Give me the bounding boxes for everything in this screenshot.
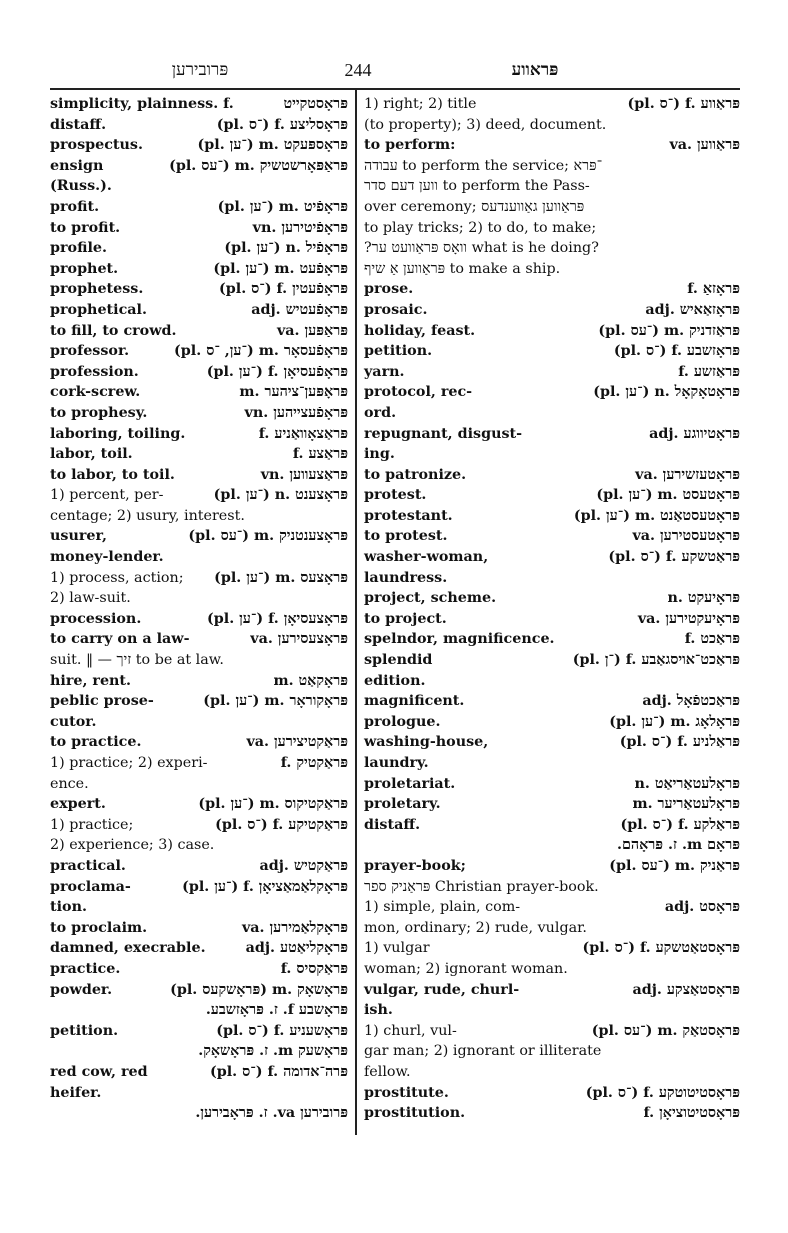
entry-english: laboring, toiling. — [50, 425, 186, 442]
header-rule — [50, 88, 740, 90]
entry-english: to practice. — [50, 734, 142, 751]
entry-headword: (pl. ־ען) m. פּראָקוראָר — [203, 693, 348, 710]
entry-headword: פּראָם m. ז. פּראָהם. — [616, 837, 740, 854]
entry-line — [364, 465, 740, 486]
entry-line — [50, 1021, 348, 1042]
entry-english: tion. — [50, 899, 87, 916]
entry-headword: (pl. ־ס) f. פּראָשעניע — [216, 1022, 348, 1039]
entry-line — [364, 176, 740, 197]
entry-line — [364, 609, 740, 630]
entry-line — [50, 506, 348, 527]
entry-line — [364, 650, 740, 671]
entry-line — [50, 712, 348, 733]
entry-headword: (pl. ־ס) f. פּראָזשבע — [613, 343, 740, 360]
running-head-left: פּרובירען — [171, 60, 229, 80]
entry-line — [50, 753, 348, 774]
entry-line — [50, 1062, 348, 1083]
entry-line — [364, 959, 740, 980]
entry-english: to fill, to crowd. — [50, 322, 177, 339]
entry-line — [50, 629, 348, 650]
entry-line — [50, 197, 348, 218]
entry-line — [50, 609, 348, 630]
entry-english: 1) practice; — [50, 816, 134, 833]
entry-line — [364, 547, 740, 568]
entry-line — [50, 238, 348, 259]
entry-line — [364, 938, 740, 959]
entry-line — [364, 485, 740, 506]
entry-english: prophetess. — [50, 281, 144, 298]
entry-english: laundry. — [364, 755, 429, 771]
entry-line — [50, 650, 348, 671]
entry-english: washer-woman, — [364, 549, 489, 566]
entry-english: heifer. — [50, 1084, 102, 1101]
entry-english: peblic prose- — [50, 693, 154, 710]
column-divider — [355, 90, 357, 1135]
entry-headword: m. פּראָפּען־ציהער — [239, 384, 348, 401]
entry-line — [364, 94, 740, 115]
entry-headword: va. פּראָטעזשירען — [635, 466, 740, 483]
entry-headword: va. פּראָקלאַמירען — [241, 919, 348, 936]
entry-english: proclama- — [50, 878, 131, 895]
entry-headword: (pl. ־ען) m. פּראָלאָג — [609, 713, 740, 730]
entry-headword: f. פּראַזשע — [678, 363, 740, 380]
entry-line — [364, 1062, 740, 1083]
entry-headword: פּרובירען va. ז. פּראָבירען. — [195, 1105, 348, 1122]
entry-english: to proclaim. — [50, 919, 148, 936]
entry-headword: פּראָסטקייט — [283, 96, 348, 112]
entry-english: ensign — [50, 157, 104, 174]
entry-line — [50, 568, 348, 589]
entry-english: 1) percent, per- — [50, 487, 164, 504]
entry-english: prayer-book; — [364, 857, 466, 874]
entry-line — [364, 918, 740, 939]
entry-line — [50, 774, 348, 795]
entry-line — [364, 300, 740, 321]
entry-english: edition. — [364, 672, 426, 689]
entry-line — [364, 815, 740, 836]
entry-line — [364, 732, 740, 753]
entry-headword: (pl. ־ען) m. פּראָספּעקט — [197, 137, 348, 154]
entry-english: cork-screw. — [50, 384, 141, 401]
entry-english: expert. — [50, 796, 106, 813]
entry-english: ence. — [50, 775, 89, 792]
entry-line — [364, 382, 740, 403]
entry-english: to labor, to toil. — [50, 466, 175, 483]
entry-headword: va. פּראַווען — [669, 137, 740, 154]
entry-line — [364, 712, 740, 733]
entry-line — [364, 629, 740, 650]
entry-headword: (pl. ־ען) m. פּראָטעסט — [596, 487, 740, 504]
entry-line — [50, 856, 348, 877]
entry-english: magnificent. — [364, 693, 465, 710]
entry-headword: n. פּראָלעטאַריאַט — [634, 775, 740, 792]
entry-headword: f. פּראָסטיטוציאָן — [643, 1105, 740, 1122]
entry-headword: m. פּראָלעטאַריער — [632, 796, 740, 813]
entry-english: ווען דעם סדר to perform the Pass- — [364, 178, 590, 195]
entry-line — [50, 465, 348, 486]
entry-line — [50, 135, 348, 156]
entry-line — [50, 485, 348, 506]
entry-line — [50, 1083, 348, 1104]
entry-line — [50, 732, 348, 753]
entry-line — [364, 444, 740, 465]
entry-english: (to property); 3) deed, document. — [364, 116, 607, 133]
entry-english: to patronize. — [364, 466, 467, 483]
entry-line — [50, 877, 348, 898]
entry-line — [364, 774, 740, 795]
entry-line — [364, 835, 740, 856]
entry-headword: (pl. ־ען) n. פּראָצענט — [213, 487, 348, 504]
entry-english: distaff. — [50, 116, 107, 133]
entry-line — [50, 259, 348, 280]
entry-line — [364, 691, 740, 712]
entry-english: yarn. — [364, 363, 405, 380]
entry-line — [364, 259, 740, 280]
entry-english: usurer, — [50, 528, 107, 545]
entry-english: profit. — [50, 198, 100, 215]
entry-headword: f. פּראָזאַ — [687, 281, 740, 298]
entry-headword: (pl. ־עס) m. פּראַזדניק — [598, 322, 740, 339]
entry-english: centage; 2) usury, interest. — [50, 507, 245, 524]
entry-english: spelndor, magnificence. — [364, 631, 555, 648]
entry-english: ish. — [364, 1002, 393, 1019]
entry-line — [364, 321, 740, 342]
entry-headword: f. פּראַכט — [684, 631, 740, 648]
entry-headword: (pl. ־ען) m. פּראָצעס — [214, 569, 348, 586]
entry-headword: (pl. ־ען, ־ס) m. פּראָפֿעסאָר — [174, 343, 348, 360]
entry-line — [364, 1103, 740, 1124]
entry-line — [364, 1000, 740, 1021]
entry-headword: (pl. ־ס) f. פּראַקטיקע — [215, 816, 348, 833]
entry-line — [50, 980, 348, 1001]
entry-headword: (pl. ־ס) f. פּראַלניע — [619, 734, 740, 751]
entry-headword: f. פּראַקסיס — [280, 960, 348, 977]
entry-headword: (pl. ־ס) f. פּראַלקע — [620, 816, 740, 833]
entry-headword: (pl. ־ען) m. פּראָפֿיט — [217, 198, 348, 215]
entry-english: fellow. — [364, 1063, 411, 1080]
entry-line — [364, 156, 740, 177]
running-head-right: פּראווע — [511, 60, 559, 80]
entry-line — [50, 176, 348, 197]
entry-english: 1) practice; 2) experi- — [50, 755, 208, 771]
entry-headword: (pl. ־עס) m. פּראָסטאַק — [591, 1022, 740, 1039]
entry-line — [50, 424, 348, 445]
entry-headword: (pl. ־עס) m. פּראָצענטניק — [188, 528, 348, 545]
entry-line — [50, 444, 348, 465]
page-number: 244 — [344, 60, 372, 80]
entry-english: ing. — [364, 446, 395, 463]
entry-headword: (pl. ־ען) f. פּראָקלאַמאַציאָן — [182, 878, 348, 895]
entry-line — [364, 238, 740, 259]
entry-line — [364, 424, 740, 445]
entry-english: (Russ.). — [50, 178, 112, 195]
entry-headword: (pl. ־ס) f. פּראָסטאַטשקע — [582, 940, 740, 957]
entry-english: prostitution. — [364, 1105, 466, 1122]
entry-english: 2) law-suit. — [50, 590, 131, 607]
entry-headword: (pl. ־ן) f. פּראַכט־אויסגאַבע — [572, 652, 740, 669]
entry-line — [50, 115, 348, 136]
entry-english: profile. — [50, 240, 107, 257]
entry-english: repugnant, disgust- — [364, 425, 523, 442]
entry-line — [364, 341, 740, 362]
entry-line — [364, 980, 740, 1001]
entry-line — [364, 197, 740, 218]
entry-english: washing-house, — [364, 734, 489, 751]
entry-english: project, scheme. — [364, 590, 497, 607]
entry-headword: va. פּראָטעסטירען — [632, 528, 740, 545]
entry-line — [364, 568, 740, 589]
entry-english: to play tricks; 2) to do, to make; — [364, 219, 597, 236]
entry-line — [364, 362, 740, 383]
entry-headword: adj. פּראָטיווגע — [649, 425, 740, 442]
entry-english: ?וואָס פּראַוועט ער what is he doing? — [364, 240, 599, 257]
entry-line — [50, 835, 348, 856]
entry-english: to perform: — [364, 137, 456, 154]
entry-english: פּראַניק ספר Christian prayer-book. — [364, 878, 599, 895]
entry-english: 1) vulgar — [364, 940, 430, 957]
entry-headword: (pl. ־עס) m. פּראַפּאָרשטשיק — [169, 157, 348, 174]
entry-english: holiday, feast. — [364, 322, 476, 339]
entry-headword: (pl. ־ס) f. פּראָסטיטוטקע — [585, 1084, 740, 1101]
entry-headword: adj. פּראָסטאַצקע — [632, 981, 740, 998]
entry-line — [50, 897, 348, 918]
entry-line — [50, 794, 348, 815]
entry-headword: vn. פּראָפֿעצייהען — [244, 404, 348, 421]
entry-english: petition. — [50, 1022, 119, 1039]
entry-english: protest. — [364, 487, 427, 504]
entry-headword: (pl. ־ס) f. פּראָפֿעטין — [219, 281, 348, 298]
entry-line — [364, 877, 740, 898]
entry-english: protestant. — [364, 507, 453, 524]
entry-english: prologue. — [364, 713, 441, 730]
entry-line — [50, 1041, 348, 1062]
entry-english: damned, execrable. — [50, 940, 206, 957]
entry-line — [364, 897, 740, 918]
entry-english: practical. — [50, 857, 126, 874]
entry-english: suit. ‖ — זיך to be at law. — [50, 652, 224, 669]
entry-english: splendid — [364, 652, 433, 669]
entry-headword: adj. פּראָקליאַטע — [245, 940, 348, 957]
entry-english: distaff. — [364, 816, 421, 833]
entry-english: practice. — [50, 960, 121, 977]
entry-headword: (pl. ־ען) n. פּראָפֿיל — [224, 240, 348, 257]
entry-english: vulgar, rude, churl- — [364, 981, 520, 998]
entry-english: money-lender. — [50, 549, 164, 566]
entry-headword: va. פּראָצעסירען — [250, 631, 348, 648]
entry-english: prosaic. — [364, 301, 428, 318]
entry-line — [50, 403, 348, 424]
entry-line — [50, 938, 348, 959]
entry-line — [50, 547, 348, 568]
entry-line — [50, 815, 348, 836]
entry-english: labor, toil. — [50, 446, 133, 463]
entry-english: 2) experience; 3) case. — [50, 837, 215, 854]
entry-english: cutor. — [50, 713, 97, 730]
entry-english: to protest. — [364, 528, 448, 545]
entry-line — [50, 382, 348, 403]
entry-line — [364, 753, 740, 774]
entry-english: prophetical. — [50, 301, 147, 318]
entry-line — [50, 588, 348, 609]
entry-english: 1) right; 2) title — [364, 96, 477, 112]
entry-headword: (pl. ־ען) f. פּראָפֿעסיאָן — [206, 363, 348, 380]
entry-english: prostitute. — [364, 1084, 449, 1101]
entry-headword: (pl. פּראָשקעס) m. פּראָשאָק — [170, 981, 348, 998]
entry-english: laundress. — [364, 569, 448, 586]
entry-line — [364, 526, 740, 547]
entry-english: עבודה to perform the service; ־פּרא — [364, 157, 603, 174]
entry-english: to carry on a law- — [50, 631, 190, 648]
entry-line — [50, 321, 348, 342]
entry-line — [50, 959, 348, 980]
entry-line — [364, 115, 740, 136]
entry-line — [364, 1083, 740, 1104]
entry-english: hire, rent. — [50, 672, 132, 689]
entry-line — [50, 671, 348, 692]
entry-english: proletariat. — [364, 775, 456, 792]
entry-english: red cow, red — [50, 1063, 148, 1080]
entry-line — [364, 218, 740, 239]
entry-headword: vn. פּראָפֿיטירען — [252, 219, 348, 236]
entry-line — [50, 526, 348, 547]
entry-english: פּראַווען אַ שיף to make a ship. — [364, 260, 561, 277]
entry-headword: adj. פּראַקטיש — [259, 857, 348, 874]
entry-line — [50, 279, 348, 300]
entry-headword: adj. פּראָזאַאיש — [645, 301, 740, 318]
entry-english: gar man; 2) ignorant or illiterate — [364, 1043, 602, 1060]
entry-line — [364, 135, 740, 156]
entry-headword: f. פּראַצע — [292, 446, 348, 463]
entry-line — [50, 1000, 348, 1021]
entry-headword: (pl. ־ס) f. פּרה־אדומה — [209, 1063, 348, 1080]
entry-line — [364, 856, 740, 877]
left-column — [50, 94, 348, 1124]
entry-english: prophet. — [50, 260, 119, 277]
entry-line — [50, 1103, 348, 1124]
entry-headword: adj. פּראָפֿעטיש — [251, 301, 348, 318]
entry-english: woman; 2) ignorant woman. — [364, 960, 568, 977]
entry-line — [50, 691, 348, 712]
entry-headword: פּראָשעק m. ז. פּראָשאָק. — [198, 1043, 348, 1060]
entry-line — [364, 588, 740, 609]
entry-line — [364, 403, 740, 424]
entry-line — [364, 671, 740, 692]
entry-english: protocol, rec- — [364, 384, 473, 401]
entry-line — [364, 1021, 740, 1042]
entry-english: procession. — [50, 610, 142, 627]
entry-english: to prophesy. — [50, 404, 148, 421]
entry-english: ord. — [364, 404, 397, 421]
entry-headword: (pl. ־ס) f. פּראַטשקע — [608, 549, 740, 566]
entry-line — [50, 94, 348, 115]
entry-line — [364, 279, 740, 300]
entry-english: to project. — [364, 610, 447, 627]
entry-line — [50, 300, 348, 321]
entry-line — [50, 156, 348, 177]
entry-headword: (pl. ־ען) m. פּראָפֿעט — [213, 260, 348, 277]
entry-headword: vn. פּראַצעווען — [260, 466, 348, 483]
entry-headword: va. פּראַקטיצירען — [246, 734, 348, 751]
entry-english: 1) process, action; — [50, 569, 184, 586]
entry-english: profession. — [50, 363, 139, 380]
entry-headword: adj. פּראַכטפֿאָל — [642, 693, 740, 710]
entry-headword: (pl. ־ען) m. פּראַקטיקוס — [198, 796, 348, 813]
entry-english: simplicity, plainness. f. — [50, 96, 234, 112]
entry-line — [50, 341, 348, 362]
entry-line — [364, 794, 740, 815]
entry-headword: (pl. ־ס) f. פּראַווע — [627, 96, 740, 112]
entry-headword: (pl. ־ען) m. פּראָטעסטאַנט — [573, 507, 740, 524]
entry-line — [50, 918, 348, 939]
entry-english: 1) simple, plain, com- — [364, 899, 521, 916]
entry-headword: m. פּראָקאַט — [273, 672, 348, 689]
entry-english: prose. — [364, 281, 414, 298]
entry-headword: (pl. ־ען) n. פּראָטאָקאָל — [593, 384, 740, 401]
entry-headword: f. פּראַצאָוואַניע — [258, 425, 348, 442]
entry-headword: va. פּראַפּען — [276, 322, 348, 339]
entry-english: over ceremony; פּראַווען גאַווענדעס — [364, 198, 585, 215]
entry-headword: f. פּראַקטיק — [280, 755, 348, 771]
entry-english: powder. — [50, 981, 113, 998]
entry-line — [50, 218, 348, 239]
entry-headword: (pl. ־ען) f. פּראָצעסיאָן — [207, 610, 348, 627]
entry-english: 1) churl, vul- — [364, 1022, 457, 1039]
entry-english: petition. — [364, 343, 433, 360]
entry-line — [364, 1041, 740, 1062]
entry-english: to profit. — [50, 219, 121, 236]
entry-headword: (pl. ־עס) m. פּראַניק — [609, 857, 740, 874]
entry-english: professor. — [50, 343, 130, 360]
entry-line — [50, 362, 348, 383]
entry-headword: adj. פּראָסט — [664, 899, 740, 916]
entry-headword: (pl. ־ס) f. פּראָסליצע — [216, 116, 348, 133]
entry-headword: va. פּראָיעקטירען — [637, 610, 740, 627]
entry-english: prospectus. — [50, 137, 143, 154]
entry-line — [364, 506, 740, 527]
entry-english: proletary. — [364, 796, 441, 813]
right-column — [364, 94, 740, 1124]
entry-headword: n. פּראָיעקט — [667, 590, 740, 607]
entry-headword: פּראָשבע f. ז. פּראָזשבע. — [205, 1002, 348, 1019]
entry-english: mon, ordinary; 2) rude, vulgar. — [364, 919, 587, 936]
